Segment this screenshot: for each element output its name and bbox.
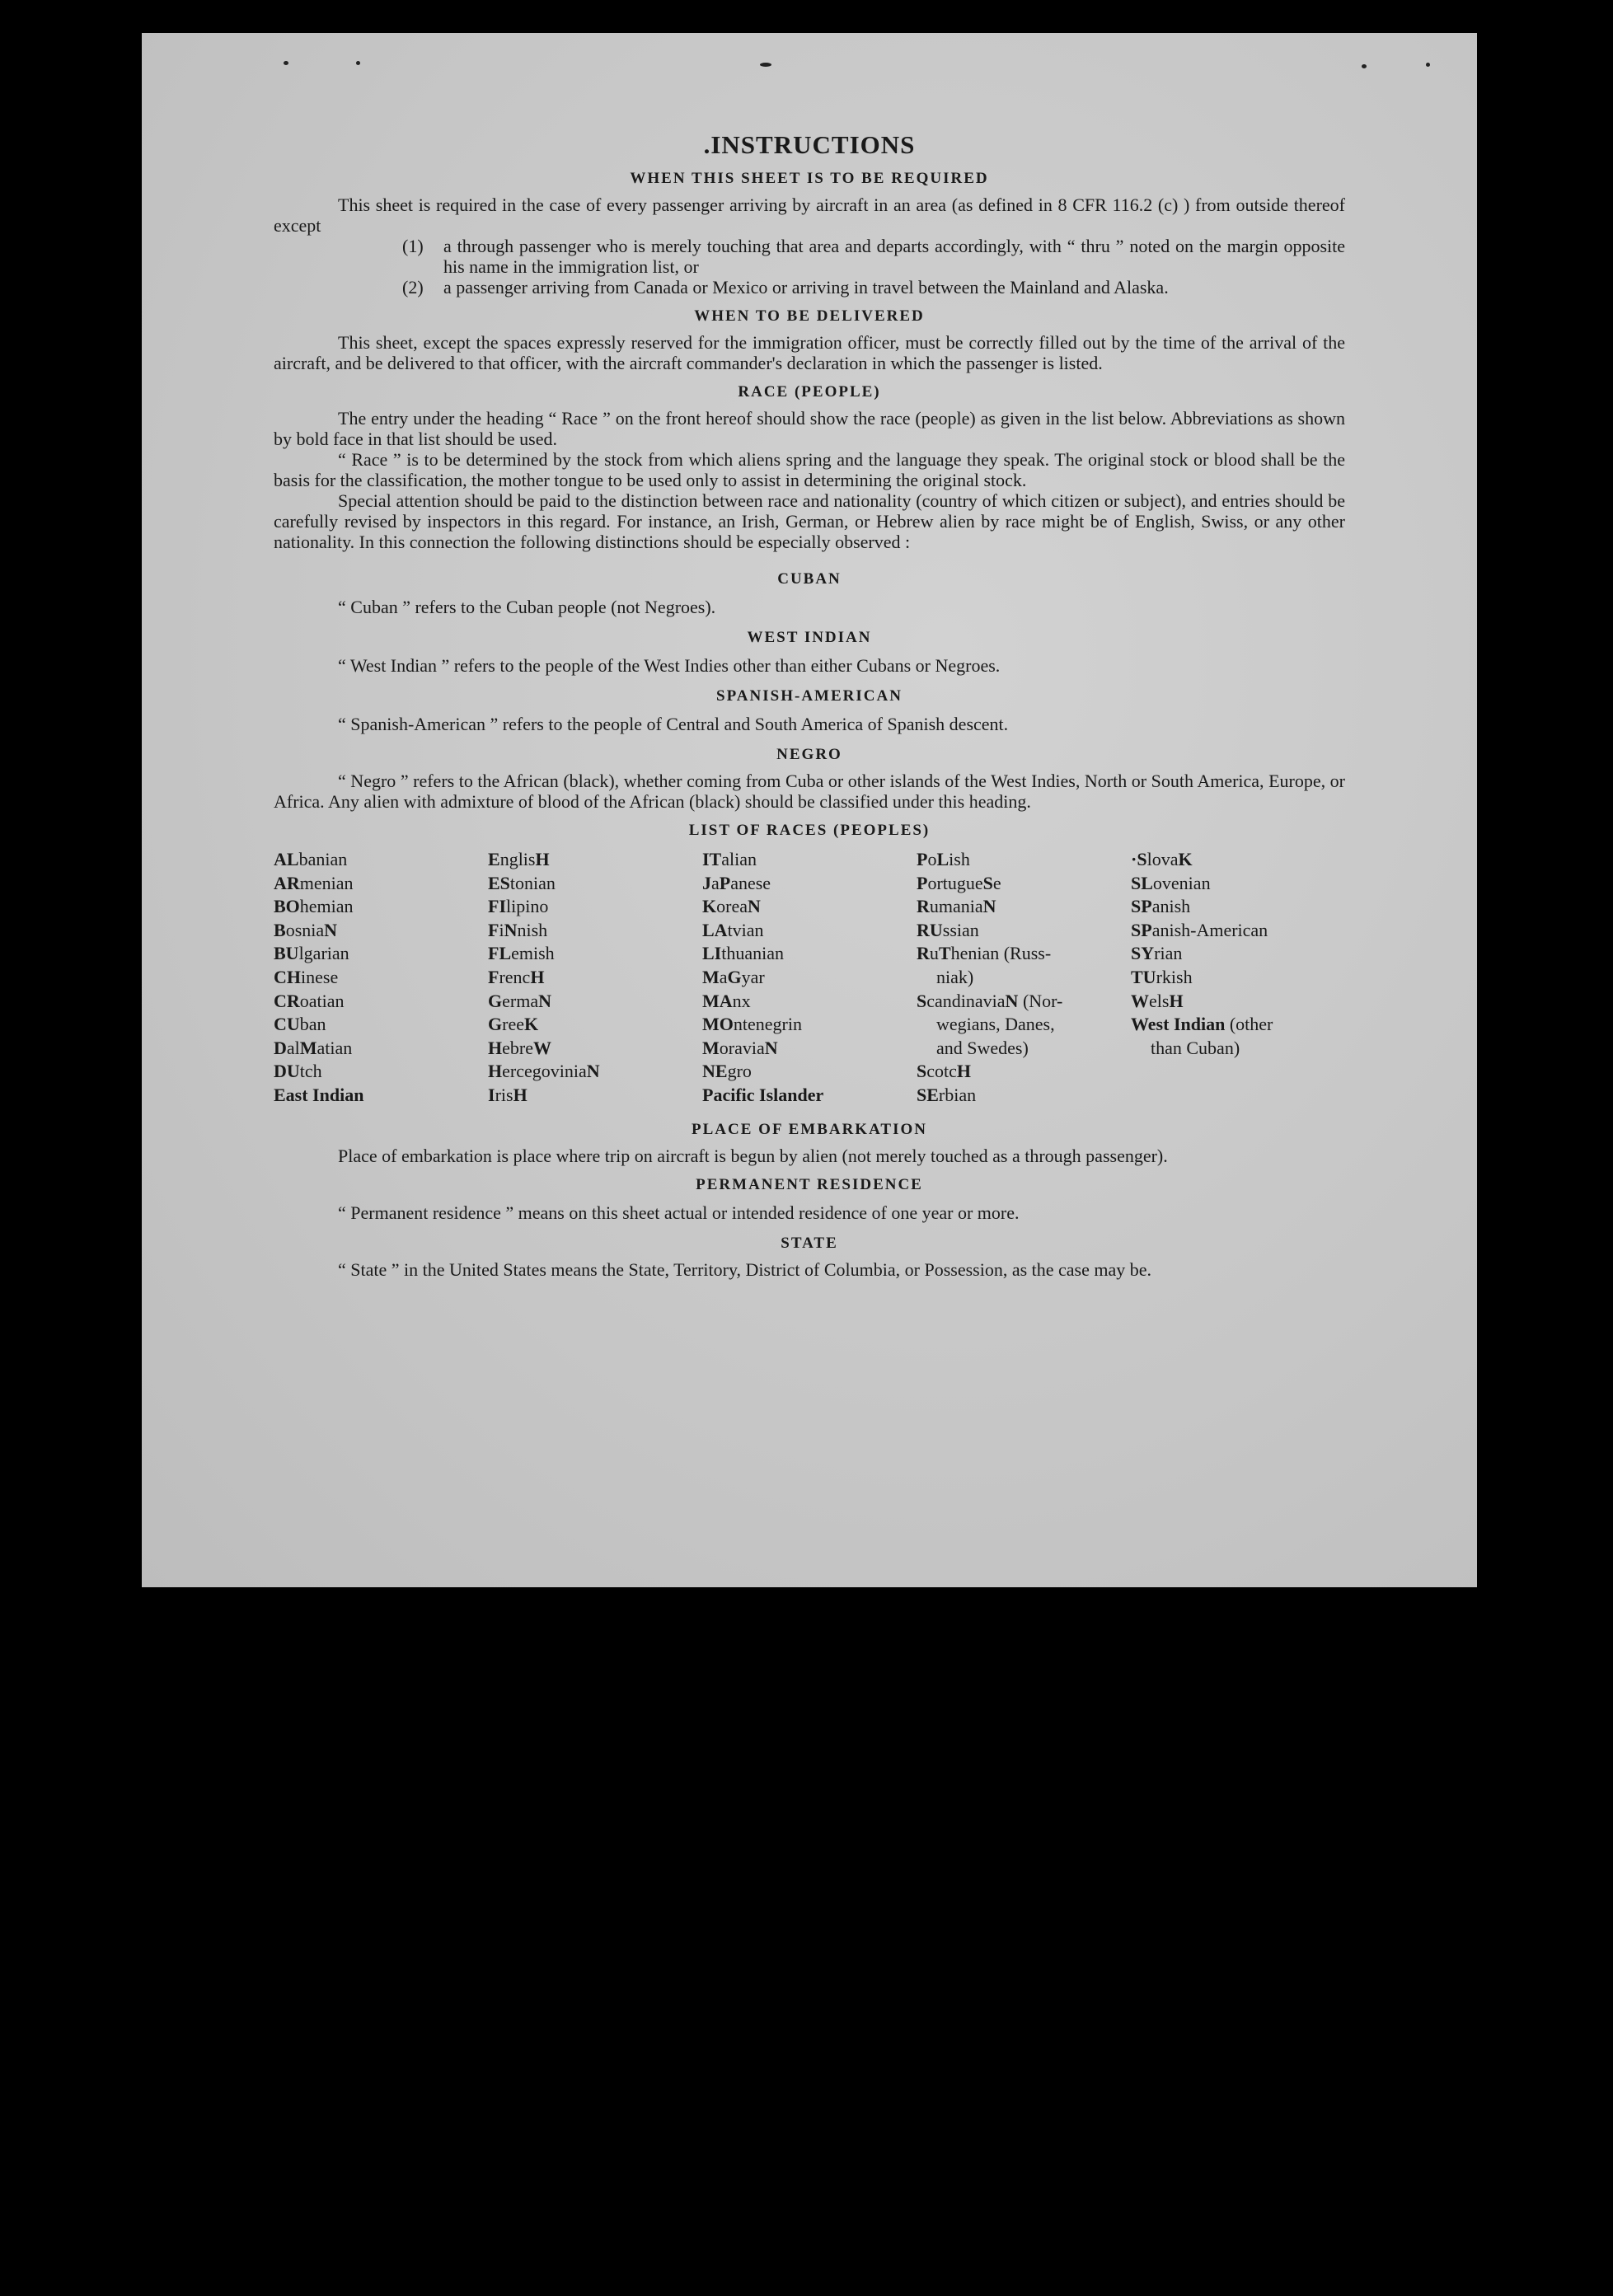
race-entry — [702, 872, 917, 896]
race-abbrev: BU — [274, 943, 299, 964]
race-entry — [1131, 895, 1345, 919]
heading-negro: NEGRO — [776, 746, 842, 763]
race-name-part: ntenegrin — [733, 1014, 802, 1035]
paragraph-when-required: This sheet is required in the case of every passenger arriving by aircraft in an area (as defined in 8 CFR 116.2 (c) ) from outside thereof except — [274, 194, 1345, 236]
race-entry — [917, 1060, 1131, 1084]
race-abbrev: M — [702, 966, 720, 987]
race-abbrev-suffix: H — [956, 1061, 972, 1082]
race-name-part: renc — [499, 966, 531, 987]
definition-spanish-american: “ Spanish-American ” refers to the people of Central and South America of Spanish descent. — [338, 714, 1009, 734]
race-name-part: rian — [1154, 943, 1183, 964]
race-abbrev: CU — [274, 1014, 300, 1035]
race-abbrev: FI — [488, 896, 506, 917]
race-entry — [274, 872, 488, 896]
race-abbrev: LI — [702, 943, 722, 964]
race-name-part: u — [929, 943, 939, 964]
race-abbrev: SY — [1131, 943, 1155, 964]
race-abbrev: R — [917, 943, 930, 964]
page-title: .INSTRUCTIONS — [703, 130, 916, 159]
race-entry — [274, 942, 488, 966]
race-name-part: rkish — [1156, 966, 1193, 987]
race-entry-continuation: and Swedes) — [936, 1037, 1029, 1058]
race-abbrev: K — [702, 896, 717, 917]
race-name-part: ree — [502, 1014, 524, 1035]
race-abbrev-suffix: L — [936, 849, 950, 869]
race-abbrev: East Indian — [274, 1084, 364, 1105]
race-name-part: a — [711, 872, 720, 893]
paragraph-state: “ State ” in the United States means the State, Territory, District of Columbia, or Possession, as the case may be. — [338, 1258, 1152, 1280]
condition-number: (2) — [402, 277, 424, 298]
races-list — [274, 848, 1345, 1108]
scan-speck — [760, 63, 771, 67]
race-name-part: (other — [1225, 1014, 1273, 1035]
race-entry — [917, 895, 1131, 919]
race-entry — [274, 990, 488, 1014]
race-name-part: cotc — [926, 1061, 957, 1082]
race-entry — [488, 872, 702, 896]
race-abbrev-suffix: H — [1169, 990, 1184, 1011]
race-entry — [702, 895, 917, 919]
race-entry — [702, 966, 917, 990]
race-entry — [274, 895, 488, 919]
races-column — [917, 848, 1131, 1108]
race-name-part: o — [927, 849, 937, 869]
heading-permanent-residence: PERMANENT RESIDENCE — [696, 1175, 923, 1193]
race-entry — [274, 1013, 488, 1037]
paragraph-race-2: “ Race ” is to be determined by the stock from which aliens spring and the language they speak. The original stock or blood shall be the basis for the classification, the mother tongue to be used only to assist in determining the original stock. — [274, 449, 1345, 490]
race-name-part: anish-American — [1151, 919, 1268, 940]
race-name-part: anish — [1151, 896, 1191, 917]
race-name-part: lipino — [506, 896, 549, 917]
definition-cuban: “ Cuban ” refers to the Cuban people (not Negroes). — [338, 597, 716, 617]
race-entry — [702, 919, 917, 943]
race-name-part: henian (Russ- — [950, 943, 1052, 964]
race-abbrev: FL — [488, 943, 512, 964]
race-name-part: e — [992, 872, 1001, 893]
race-name-part: oravia — [719, 1037, 765, 1058]
race-entry — [702, 1084, 917, 1108]
heading-when-delivered: WHEN TO BE DELIVERED — [694, 307, 925, 325]
race-entry — [274, 919, 488, 943]
race-abbrev-suffix: N — [324, 919, 338, 940]
race-name-part: tvian — [727, 919, 764, 940]
race-name-part: atian — [317, 1037, 353, 1058]
race-abbrev: J — [702, 872, 711, 893]
race-abbrev-suffix: T — [938, 943, 951, 964]
race-entry — [488, 848, 702, 872]
race-abbrev-suffix: N — [504, 919, 518, 940]
paragraph-race-1: The entry under the heading “ Race ” on the front hereof should show the race (people) as given in the list below. Abbreviations as shown by bold face in that list should be used. — [274, 408, 1345, 449]
race-entry — [488, 1060, 702, 1084]
race-abbrev: ES — [488, 872, 510, 893]
race-name-part: tonian — [509, 872, 556, 893]
race-entry — [488, 895, 702, 919]
race-abbrev-suffix: K — [1178, 849, 1193, 869]
race-abbrev: G — [488, 1014, 503, 1035]
race-abbrev: M — [702, 1037, 720, 1058]
race-abbrev: P — [917, 849, 928, 869]
heading-when-required: WHEN THIS SHEET IS TO BE REQUIRED — [630, 170, 989, 187]
scan-speck — [356, 61, 360, 65]
scan-speck — [1426, 63, 1430, 67]
race-name-part: rbian — [938, 1084, 977, 1105]
race-abbrev: West Indian — [1131, 1014, 1226, 1035]
race-name-part: ish — [949, 849, 970, 869]
race-abbrev: H — [488, 1061, 503, 1082]
race-abbrev-suffix: N — [1005, 990, 1019, 1011]
definition-west-indian: “ West Indian ” refers to the people of the West Indies other than either Cubans or Negroes. — [338, 655, 1001, 676]
race-entry — [917, 848, 1131, 872]
race-abbrev: DU — [274, 1061, 300, 1082]
race-abbrev: AL — [274, 849, 299, 869]
condition-text: a through passenger who is merely touching that area and departs accordingly, with “ thru ” noted on the margin opposite his name in the immigration list, or — [443, 236, 1345, 277]
race-abbrev-suffix: N — [982, 896, 996, 917]
race-name-part: ris — [495, 1084, 513, 1105]
race-name-part: banian — [298, 849, 348, 869]
paragraph-when-delivered: This sheet, except the spaces expressly reserved for the immigration officer, must be correctly filled out by the time of the arrival of the aircraft, and be delivered to that officer, with the aircraft commander's declaration in which the passenger is listed. — [274, 332, 1345, 373]
race-abbrev: H — [488, 1037, 503, 1058]
race-name-part: gro — [727, 1061, 752, 1082]
race-abbrev-suffix: N — [747, 896, 761, 917]
race-abbrev: S — [917, 990, 927, 1011]
race-name-part: menian — [299, 872, 354, 893]
race-entry — [917, 919, 1131, 943]
race-name-part: al — [286, 1037, 300, 1058]
race-abbrev: Pacific Islander — [702, 1084, 824, 1105]
races-column — [702, 848, 917, 1108]
race-entry — [917, 1084, 1131, 1108]
race-name-part: orea — [716, 896, 748, 917]
race-name-part: umania — [929, 896, 983, 917]
race-name-part: a — [719, 966, 728, 987]
race-name-part: ssian — [942, 919, 979, 940]
race-name-part: els — [1149, 990, 1170, 1011]
race-name-part: oatian — [299, 990, 345, 1011]
race-name-part: ban — [299, 1014, 326, 1035]
race-entry — [274, 848, 488, 872]
race-abbrev: BO — [274, 896, 300, 917]
race-name-part: tch — [299, 1061, 322, 1082]
race-abbrev: IT — [702, 849, 722, 869]
definition-negro: “ Negro ” refers to the African (black), whether coming from Cuba or other islands of the West Indies, North or South America, Europe, or Africa. Any alien with admixture of blood of the African (black) should be classified under this heading. — [274, 771, 1345, 812]
race-abbrev-suffix: H — [530, 966, 545, 987]
race-abbrev: TU — [1131, 966, 1156, 987]
race-entry — [1131, 942, 1345, 966]
race-entry-continuation: wegians, Danes, — [936, 1014, 1055, 1035]
race-entry — [488, 990, 702, 1014]
race-abbrev: MA — [702, 990, 733, 1011]
race-entry — [274, 1037, 488, 1061]
race-name-part: nglis — [499, 849, 536, 869]
race-abbrev: SL — [1131, 872, 1153, 893]
race-abbrev: I — [488, 1084, 495, 1105]
race-entry — [274, 966, 488, 990]
race-abbrev: NE — [702, 1061, 728, 1082]
race-abbrev: MO — [702, 1014, 734, 1035]
race-name-part: yar — [741, 966, 765, 987]
heading-spanish-american: SPANISH-AMERICAN — [716, 687, 903, 705]
race-name-part: inese — [301, 966, 339, 987]
race-entry — [488, 919, 702, 943]
race-abbrev-suffix: N — [538, 990, 551, 1011]
race-name-part: nx — [732, 990, 751, 1011]
race-abbrev-suffix: N — [586, 1061, 600, 1082]
document-sheet — [142, 33, 1477, 1587]
race-abbrev: SP — [1131, 919, 1152, 940]
race-entry — [702, 990, 917, 1014]
race-name-part: erma — [502, 990, 539, 1011]
race-abbrev: CR — [274, 990, 300, 1011]
race-entry — [702, 1060, 917, 1084]
race-name-part: i — [499, 919, 504, 940]
race-abbrev: SP — [1131, 896, 1152, 917]
race-abbrev-suffix: K — [523, 1014, 539, 1035]
race-entry-continuation: than Cuban) — [1151, 1037, 1240, 1058]
race-abbrev: D — [274, 1037, 287, 1058]
race-abbrev-suffix: H — [513, 1084, 528, 1105]
heading-west-indian: WEST INDIAN — [747, 629, 872, 646]
paragraph-embarkation: Place of embarkation is place where trip on aircraft is begun by alien (not merely touched as a through passenger). — [338, 1145, 1168, 1166]
condition-item-2 — [402, 277, 1345, 298]
race-name-part: anese — [730, 872, 771, 893]
race-name-part: lova — [1146, 849, 1179, 869]
instructions-content — [274, 130, 1345, 1280]
race-abbrev: F — [488, 966, 499, 987]
race-entry — [1131, 990, 1345, 1014]
race-entry — [488, 966, 702, 990]
race-entry — [488, 942, 702, 966]
race-abbrev-suffix: W — [532, 1037, 551, 1058]
race-name-part: candinavia — [926, 990, 1006, 1011]
race-entry — [702, 942, 917, 966]
race-abbrev: S — [917, 1061, 927, 1082]
race-abbrev: SE — [917, 1084, 939, 1105]
race-abbrev: LA — [702, 919, 728, 940]
race-abbrev: ·S — [1131, 849, 1147, 869]
scan-speck — [1362, 64, 1367, 68]
races-column — [274, 848, 488, 1108]
race-entry — [1131, 919, 1345, 943]
race-abbrev-suffix: P — [719, 872, 731, 893]
race-abbrev: AR — [274, 872, 300, 893]
race-abbrev: F — [488, 919, 499, 940]
race-abbrev-suffix: S — [982, 872, 993, 893]
race-entry — [1131, 1013, 1345, 1037]
race-abbrev: RU — [917, 919, 943, 940]
race-entry — [488, 1013, 702, 1037]
scan-speck — [284, 61, 288, 65]
heading-embarkation: PLACE OF EMBARKATION — [692, 1120, 927, 1138]
race-abbrev-suffix: M — [299, 1037, 317, 1058]
heading-cuban: CUBAN — [777, 570, 842, 588]
race-entry — [488, 1037, 702, 1061]
race-abbrev: E — [488, 849, 500, 869]
race-entry-continuation: niak) — [936, 966, 974, 987]
race-abbrev-suffix: N — [764, 1037, 778, 1058]
race-abbrev: B — [274, 919, 286, 940]
race-name-part: ortugue — [927, 872, 983, 893]
race-entry — [702, 1013, 917, 1037]
race-entry — [702, 1037, 917, 1061]
race-name-part: ovenian — [1152, 872, 1211, 893]
race-abbrev: G — [488, 990, 503, 1011]
races-column — [1131, 848, 1345, 1108]
race-name-part: hemian — [299, 896, 354, 917]
race-abbrev-suffix: G — [727, 966, 742, 987]
race-abbrev: R — [917, 896, 930, 917]
race-abbrev: CH — [274, 966, 301, 987]
paragraph-race-3: Special attention should be paid to the distinction between race and nationality (country of which citizen or subject), and entries should be carefully revised by inspectors in this regard. For instance, an Irish, German, or Hebrew alien by race might be of English, Swiss, or any other nationality. In this connection the following distinctions should be especially observed : — [274, 490, 1345, 552]
race-entry — [702, 848, 917, 872]
race-name-part: ebre — [502, 1037, 533, 1058]
heading-state: STATE — [781, 1234, 838, 1252]
race-entry — [488, 1084, 702, 1108]
race-entry — [917, 872, 1131, 896]
condition-text: a passenger arriving from Canada or Mexico or arriving in travel between the Mainland and Alaska. — [443, 277, 1169, 298]
race-entry — [917, 942, 1131, 966]
race-name-part: lgarian — [298, 943, 349, 964]
condition-number: (1) — [402, 236, 424, 256]
race-name-part: thuanian — [721, 943, 785, 964]
race-entry — [1131, 966, 1345, 990]
race-name-part: alian — [721, 849, 757, 869]
race-name-part: ercegovinia — [502, 1061, 587, 1082]
race-name-part: emish — [511, 943, 555, 964]
race-name-part: (Nor- — [1018, 990, 1063, 1011]
condition-item-1 — [402, 236, 1345, 277]
paragraph-permanent-residence: “ Permanent residence ” means on this sheet actual or intended residence of one year or more. — [338, 1202, 1020, 1223]
race-entry — [274, 1084, 488, 1108]
race-entry — [917, 990, 1131, 1014]
race-name-part: osnia — [285, 919, 325, 940]
race-name-part: nish — [517, 919, 548, 940]
race-abbrev: P — [917, 872, 928, 893]
races-column — [488, 848, 702, 1108]
race-entry — [1131, 848, 1345, 872]
heading-race: RACE (PEOPLE) — [738, 383, 881, 401]
race-abbrev-suffix: H — [535, 849, 550, 869]
heading-list-of-races: LIST OF RACES (PEOPLES) — [688, 822, 931, 839]
race-abbrev: W — [1131, 990, 1149, 1011]
race-entry — [1131, 872, 1345, 896]
race-entry — [274, 1060, 488, 1084]
